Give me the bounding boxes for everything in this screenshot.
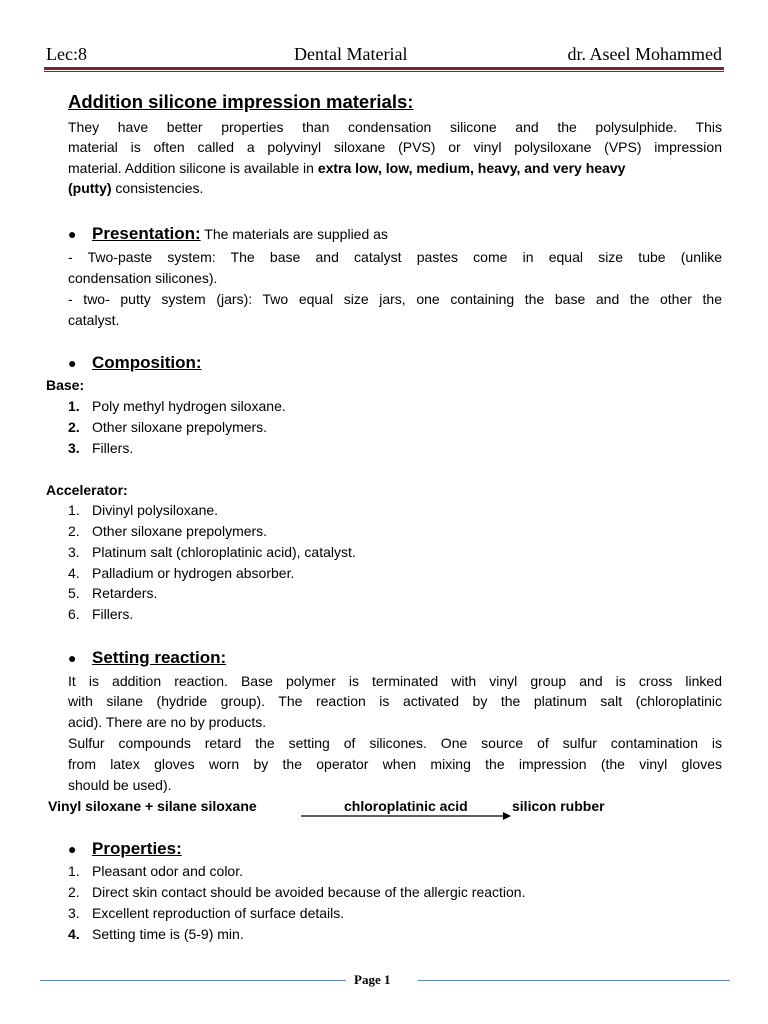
list-item [68, 604, 133, 625]
item-number: 3. [68, 905, 80, 921]
setting-line-1: It is addition reaction. Base polymer is terminated with vinyl group and is cross linked [68, 673, 722, 689]
setting-line-4: Sulfur compounds retard the setting of silicones. One source of sulfur contamination is [68, 735, 722, 751]
list-item [68, 924, 244, 945]
presentation-tail: The materials are supplied as [200, 226, 388, 242]
item-text: Direct skin contact should be avoided because of the allergic reaction. [92, 884, 526, 900]
bullet-icon: ● [68, 226, 77, 242]
author-name: dr. Aseel Mohammed [567, 44, 722, 64]
list-item [68, 521, 267, 542]
list-item [68, 903, 344, 924]
equation-reactants: Vinyl siloxane + silane siloxane [48, 798, 257, 814]
page-number: Page 1 [354, 972, 391, 987]
item-number: 1. [68, 398, 80, 414]
item-text: Fillers. [92, 440, 134, 456]
page-title: Addition silicone impression materials: [68, 91, 414, 112]
footer-rule-right [418, 980, 730, 981]
intro-line-4-text: consistencies. [111, 180, 204, 196]
presentation-line-1: - Two-paste system: The base and catalyst pastes come in equal size tube (unlike [68, 249, 722, 265]
item-text: Divinyl polysiloxane. [92, 502, 219, 518]
footer-rule-left [40, 980, 346, 981]
item-text: Fillers. [92, 606, 134, 622]
setting-heading: Setting reaction: [92, 648, 227, 667]
item-number: 2. [68, 884, 80, 900]
presentation-line-3: - two- putty system (jars): Two equal size jars, one containing the base and the other the [68, 291, 722, 307]
item-text: Retarders. [92, 585, 158, 601]
setting-line-5: from latex gloves worn by the operator when mixing the impression (the vinyl gloves [68, 756, 722, 772]
item-number: 5. [68, 585, 80, 601]
item-text: Other siloxane prepolymers. [92, 419, 268, 435]
list-item [68, 500, 218, 521]
list-item [68, 583, 157, 604]
item-text: Pleasant odor and color. [92, 863, 243, 879]
composition-heading-row [68, 353, 202, 374]
item-number: 4. [68, 926, 80, 942]
item-text: Poly methyl hydrogen siloxane. [92, 398, 286, 414]
intro-line-1: They have better properties than condensation silicone and the polysulphide. This [68, 119, 722, 135]
list-item [68, 563, 294, 584]
item-number: 1. [68, 863, 80, 879]
bullet-icon: ● [68, 841, 77, 857]
bullet-icon: ● [68, 355, 77, 371]
item-number: 3. [68, 440, 80, 456]
setting-line-6: should be used). [68, 777, 172, 793]
item-number: 2. [68, 523, 80, 539]
setting-heading-row [68, 648, 226, 669]
equation-product: silicon rubber [512, 798, 605, 814]
accelerator-label: Accelerator: [46, 482, 128, 498]
properties-heading-row [68, 839, 182, 860]
item-text: Other siloxane prepolymers. [92, 523, 268, 539]
intro-line-2: material is often called a polyvinyl siloxane (PVS) or vinyl polysiloxane (VPS) impression [68, 139, 722, 155]
list-item [68, 438, 133, 459]
item-text: Platinum salt (chloroplatinic acid), catalyst. [92, 544, 356, 560]
equation-catalyst: chloroplatinic acid [344, 798, 468, 814]
item-number: 6. [68, 606, 80, 622]
item-text: Setting time is (5-9) min. [92, 926, 244, 942]
header-rule [44, 67, 724, 70]
consistency-list: extra low, low, medium, heavy, and very heavy [317, 160, 626, 176]
list-item [68, 861, 243, 882]
setting-line-3: acid). There are no by products. [68, 714, 267, 730]
list-item [68, 396, 286, 417]
item-number: 3. [68, 544, 80, 560]
item-text: Palladium or hydrogen absorber. [92, 565, 295, 581]
reaction-arrow-icon [300, 808, 512, 820]
course-title: Dental Material [294, 44, 408, 64]
setting-line-2: with silane (hydride group). The reaction is activated by the platinum salt (chloroplatinic [68, 693, 722, 709]
bullet-icon: ● [68, 650, 77, 666]
intro-line-3 [68, 158, 625, 179]
lecture-number: Lec:8 [46, 44, 87, 64]
list-item [68, 542, 356, 563]
list-item [68, 882, 525, 903]
properties-heading: Properties: [92, 839, 182, 858]
item-number: 4. [68, 565, 80, 581]
presentation-line-4: catalyst. [68, 312, 120, 328]
intro-line-4 [68, 178, 203, 199]
presentation-heading-row [68, 224, 388, 245]
header-rule-thin [44, 71, 724, 72]
putty-label: (putty) [68, 180, 112, 196]
base-label: Base: [46, 377, 85, 393]
item-number: 1. [68, 502, 80, 518]
composition-heading: Composition: [92, 353, 202, 372]
list-item [68, 417, 267, 438]
presentation-heading: Presentation: [92, 224, 201, 243]
page-header [46, 44, 722, 68]
presentation-line-2: condensation silicones). [68, 270, 218, 286]
item-number: 2. [68, 419, 80, 435]
item-text: Excellent reproduction of surface details. [92, 905, 345, 921]
intro-line-3-text: material. Addition silicone is available in [68, 160, 318, 176]
